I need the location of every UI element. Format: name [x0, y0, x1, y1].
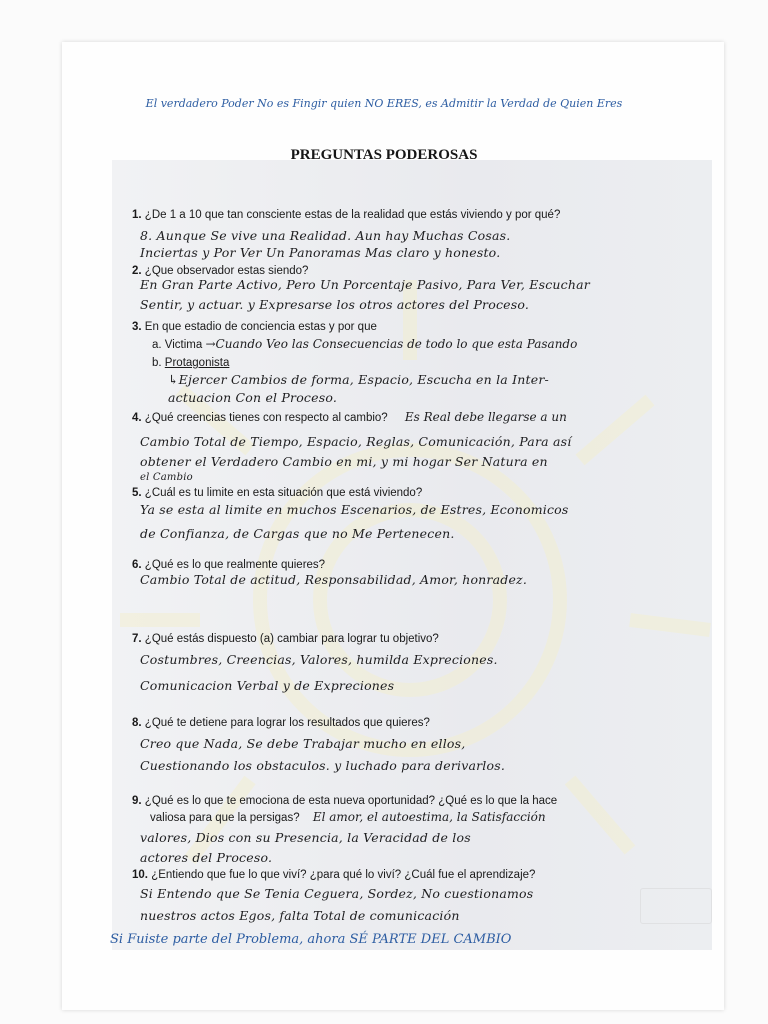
question-7: [132, 632, 712, 646]
question-number: 7.: [132, 633, 142, 645]
question-number: 4.: [132, 412, 142, 424]
answer-9-line-1: valores, Dios con su Presencia, la Veracidad de los: [140, 830, 471, 845]
question-number: 2.: [132, 265, 142, 277]
answer-7-line-1: Costumbres, Creencias, Valores, humilda Expreciones.: [140, 652, 498, 667]
option-protagonista: [152, 357, 229, 369]
answer-5-line-2: de Confianza, de Cargas que no Me Pertenecen.: [140, 526, 455, 541]
answer-10-line-2: nuestros actos Egos, falta Total de comunicación: [140, 908, 460, 923]
question-text: ¿Qué es lo que te emociona de esta nueva oportunidad? ¿Qué es lo que la hace: [144, 795, 558, 807]
answer-3-line-1: ↳Ejercer Cambios de forma, Espacio, Escucha en la Inter-: [168, 372, 549, 387]
question-1: [132, 208, 712, 222]
question-9-continued: [150, 810, 730, 825]
question-number: 9.: [132, 795, 142, 807]
question-text: ¿Qué estás dispuesto (a) cambiar para lograr tu objetivo?: [144, 633, 439, 645]
question-number: 3.: [132, 321, 142, 333]
question-number: 10.: [132, 869, 148, 881]
question-text: ¿De 1 a 10 que tan consciente estas de la realidad que estás viviendo y por qué?: [144, 209, 561, 221]
answer-8-line-2: Cuestionando los obstaculos. y luchado para derivarlos.: [140, 758, 506, 773]
question-text: ¿Cuál es tu limite en esta situación que está viviendo?: [144, 487, 423, 499]
answer-1-line-2: Inciertas y Por Ver Un Panoramas Mas claro y honesto.: [140, 245, 501, 260]
question-text: ¿Entiendo que fue lo que viví? ¿para qué lo viví? ¿Cuál fue el aprendizaje?: [151, 869, 536, 881]
answer-2-line-2: Sentir, y actuar. y Expresarse los otros actores del Proceso.: [140, 297, 530, 312]
page-title: PREGUNTAS PODEROSAS: [290, 147, 478, 163]
answer-10-line-1: Si Entendo que Se Tenia Ceguera, Sordez, No cuestionamos: [140, 886, 534, 901]
question-text: ¿Qué creencias tienes con respecto al cambio?: [144, 412, 388, 424]
question-number: 5.: [132, 487, 142, 499]
question-6: [132, 558, 712, 572]
motto-text: El verdadero Poder No es Fingir quien NO ERES, es Admitir la Verdad de Quien Eres: [145, 97, 623, 110]
answer-9-inline: El amor, el autoestima, la Satisfacción: [312, 810, 546, 824]
answer-4-line-3: el Cambio: [140, 472, 193, 483]
answer-7-line-2: Comunicacion Verbal y de Expreciones: [140, 678, 395, 693]
question-text: ¿Que observador estas siendo?: [144, 265, 309, 277]
question-text: En que estadio de conciencia estas y por que: [144, 321, 377, 333]
answer-1-line-1: 8. Aunque Se vive una Realidad. Aun hay Muchas Cosas.: [140, 228, 511, 243]
option-label: b.: [152, 357, 162, 369]
answer-9-line-2: actores del Proceso.: [140, 850, 273, 865]
question-8: [132, 716, 712, 730]
answer-2-line-1: En Gran Parte Activo, Pero Un Porcentaje Pasivo, Para Ver, Escuchar: [140, 277, 590, 292]
answer-4-inline: Es Real debe llegarse a un: [404, 410, 567, 424]
answer-4-line-2: obtener el Verdadero Cambio en mi, y mi hogar Ser Natura en: [140, 454, 548, 469]
question-number: 1.: [132, 209, 142, 221]
question-text: ¿Qué te detiene para lograr los resultados que quieres?: [144, 717, 430, 729]
option-victima: [152, 337, 707, 351]
answer-5-line-1: Ya se esta al limite en muchos Escenarios, de Estres, Economicos: [140, 502, 569, 517]
answer-3-line-2: actuacion Con el Proceso.: [168, 390, 338, 405]
question-10: [132, 868, 712, 882]
closing-motto: Si Fuiste parte del Problema, ahora SÉ PARTE DEL CAMBIO: [110, 932, 512, 947]
question-4: [132, 410, 712, 425]
question-text: valiosa para que la persigas?: [150, 812, 300, 824]
option-name: Protagonista: [164, 357, 230, 369]
question-5: [132, 486, 712, 500]
faint-stamp-mark: [640, 888, 712, 924]
question-number: 8.: [132, 717, 142, 729]
answer-4-line-1: Cambio Total de Tiempo, Espacio, Reglas, Comunicación, Para así: [140, 434, 572, 449]
question-3: [132, 320, 712, 334]
question-number: 6.: [132, 559, 142, 571]
option-label: a. Victima: [152, 339, 203, 351]
option-answer: →Cuando Veo las Consecuencias de todo lo que esta Pasando: [205, 337, 578, 351]
answer-8-line-1: Creo que Nada, Se debe Trabajar mucho en ellos,: [140, 736, 466, 751]
question-2: [132, 264, 712, 278]
question-text: ¿Qué es lo que realmente quieres?: [144, 559, 326, 571]
question-9: [132, 794, 712, 808]
answer-6-line-1: Cambio Total de actitud, Responsabilidad, Amor, honradez.: [140, 572, 528, 587]
